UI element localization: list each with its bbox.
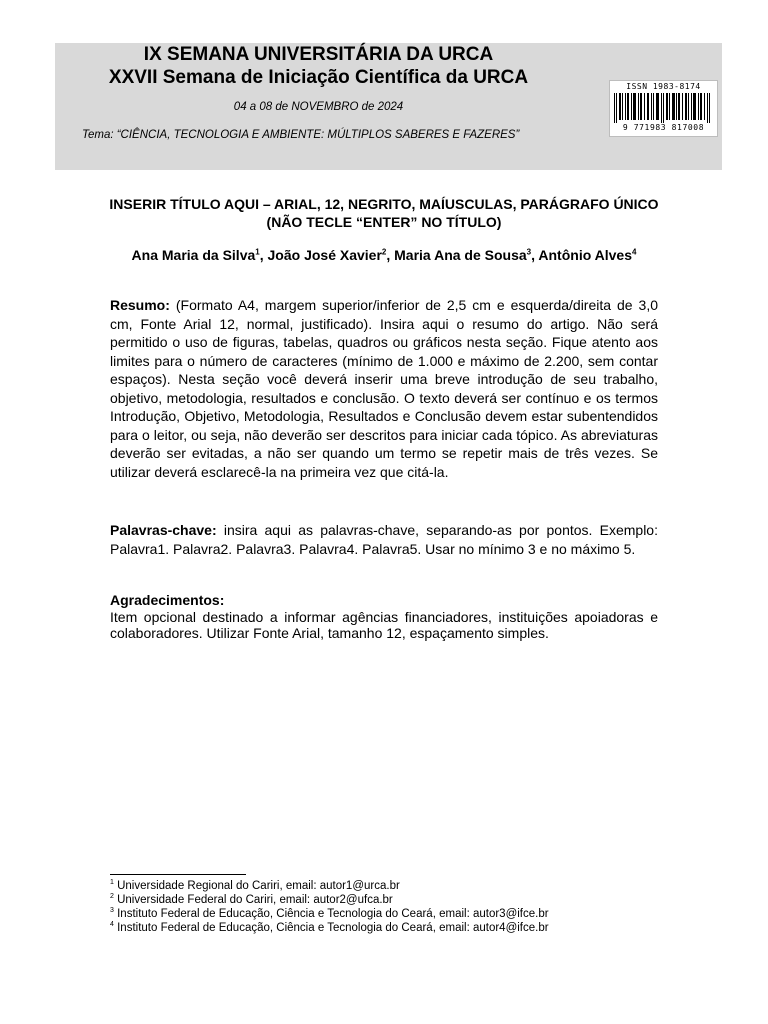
footnote-mark: 2 (110, 893, 114, 901)
author-name: Antônio Alves (538, 247, 632, 263)
acknowledgements-section (110, 592, 658, 642)
footnote-mark: 1 (110, 879, 114, 887)
barcode-icon (614, 93, 713, 123)
event-theme: Tema: “CIÊNCIA, TECNOLOGIA E AMBIENTE: MÚLTIPLOS SABERES E FAZERES” (82, 129, 520, 141)
author-name: Maria Ana de Sousa (394, 247, 527, 263)
author-mark: 2 (381, 247, 387, 257)
author-name: Ana Maria da Silva (131, 247, 256, 263)
author-list: Ana Maria da Silva$^1$, João José Xavier$^2$, Maria Ana de Sousa$^3$, Antônio Alves$^4$ (131, 247, 637, 263)
acknowledgements-text: Item opcional destinado a informar agências financiadores, instituições apoiadoras e colaboradores. Utilizar Fonte Arial, tamanho 12, espaçamento simples. (110, 608, 658, 641)
event-dates: 04 a 08 de NOVEMBRO de 2024 (233, 101, 404, 113)
keywords-text: insira aqui as palavras-chave, separando-as por pontos. Exemplo: Palavra1. Palavra2. Palavra3. Palavra4. Palavra5. Usar no mínimo 3 e no máximo 5. (110, 522, 658, 557)
footnote: $^4$ Instituto Federal de Educação, Ciência e Tecnologia do Ceará, email: autor4@ifce.br (110, 921, 549, 934)
event-title-line1: IX SEMANA UNIVERSITÁRIA DA URCA (143, 44, 494, 65)
keywords-section (110, 521, 658, 558)
author-mark: 1 (255, 247, 260, 257)
barcode-digits: 9 771983 817008 (622, 123, 705, 132)
footnotes (110, 879, 670, 935)
footnote: $^2$ Universidade Federal do Cariri, email: autor2@ufca.br (110, 893, 393, 906)
abstract-label: Resumo: (110, 297, 170, 313)
author-name: João José Xavier (267, 247, 382, 263)
abstract-text: (Formato A4, margem superior/inferior de 2,5 cm e esquerda/direita de 3,0 cm, Fonte Arial 12, normal, justificado). Insira aqui o resumo do artigo. Não será permitido o uso de figuras, tabelas, quadros ou gráficos nesta seção. Fique atento aos limites para o número de caracteres (mínimo de 1.000 e máximo de 2.200, sem contar espaços). Nesta seção você deverá inserir uma breve introdução de seu trabalho, objetivo, metodologia, resultados e conclusão. O texto deverá ser contínuo e os termos Introdução, Objetivo, Metodologia, Resultados e Conclusão devem estar subentendidos para o leitor, ou seja, não deverão ser descritos para iniciar cada tópico. As abreviaturas deverão ser evitadas, a não ser quando um termo se repetir mais de três vezes. Se utilizar deverá esclarecê-la na primeira vez que citá-la. (110, 297, 658, 480)
event-title-line2: XXVII Semana de Iniciação Científica da URCA (108, 67, 529, 88)
event-title (55, 43, 582, 89)
issn-barcode (609, 80, 718, 137)
footnote: $^1$ Universidade Regional do Cariri, email: autor1@urca.br (110, 879, 400, 892)
author-mark: 4 (632, 247, 637, 257)
author-mark: 3 (526, 247, 532, 257)
keywords-label: Palavras-chave: (110, 522, 217, 538)
abstract-section (110, 296, 658, 481)
footnote-divider (110, 874, 246, 875)
paper-title: INSERIR TÍTULO AQUI – ARIAL, 12, NEGRITO, MAÍUSCULAS, PARÁGRAFO ÚNICO (NÃO TECLE “ENTER” NO TÍTULO) (109, 196, 659, 230)
issn-label: ISSN 1983-8174 (626, 82, 701, 91)
footnote-mark: 4 (110, 921, 114, 929)
footnote-mark: 3 (110, 907, 114, 915)
acknowledgements-title: Agradecimentos: (110, 592, 225, 608)
footnote: $^3$ Instituto Federal de Educação, Ciência e Tecnologia do Ceará, email: autor3@ifce.br (110, 907, 549, 920)
